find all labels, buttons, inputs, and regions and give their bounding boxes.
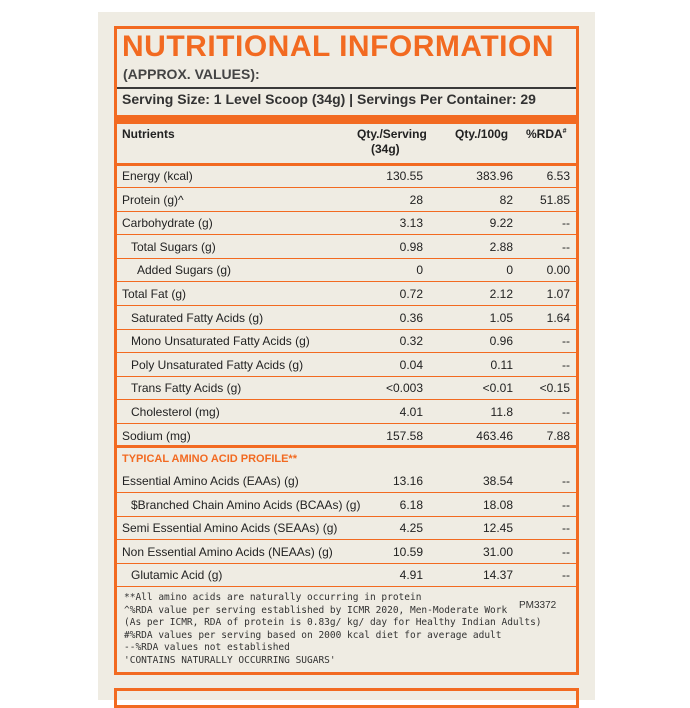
nutrient-name: Energy (kcal) — [122, 169, 193, 183]
rda-value: 6.53 — [546, 169, 570, 183]
orange-divider — [117, 115, 576, 124]
table-row — [117, 307, 576, 330]
per-serving-value: 0.04 — [399, 357, 423, 372]
per-serving-value: 130.55 — [386, 169, 423, 183]
per-serving-value: 3.13 — [399, 216, 423, 231]
per-serving-value: 6.18 — [399, 497, 423, 512]
per-serving-value: <0.003 — [385, 381, 423, 396]
rda-value: -- — [562, 497, 570, 512]
per-serving-value: 157.58 — [386, 428, 423, 443]
footnote: --%RDA values not established — [124, 642, 290, 653]
table-row — [117, 470, 576, 493]
rda-value: -- — [562, 521, 570, 536]
nutrient-name: Essential Amino Acids (EAAs) (g) — [122, 474, 299, 488]
table-row — [117, 212, 576, 235]
per-100g-value: 9.22 — [489, 216, 513, 231]
amino-section-title: TYPICAL AMINO ACID PROFILE** — [122, 453, 297, 465]
rda-value: 1.64 — [546, 310, 570, 325]
per-serving-value: 0 — [416, 263, 423, 278]
table-row — [117, 494, 576, 517]
footnote: #%RDA values per serving based on 2000 kcal diet for average adult — [124, 629, 502, 641]
nutrient-name: Protein (g)^ — [122, 192, 184, 207]
nutrient-name: Total Fat (g) — [122, 287, 187, 301]
per-100g-value: 18.08 — [482, 497, 513, 512]
table-row — [117, 564, 576, 587]
per-serving-value: 13.16 — [392, 474, 423, 488]
rda-value: -- — [562, 568, 570, 583]
nutrient-name: Sodium (mg) — [122, 428, 191, 443]
rda-value: -- — [562, 334, 570, 349]
serving-size: Serving Size: 1 Level Scoop (34g) | Servings Per Container: 29 — [122, 91, 536, 107]
per-100g-value: 383.96 — [476, 169, 513, 183]
table-row — [117, 377, 576, 400]
nutrient-name: Poly Unsaturated Fatty Acids (g) — [131, 357, 304, 372]
per-100g-value: 0.11 — [490, 357, 513, 372]
table-row — [117, 401, 576, 424]
nutrient-name: $Branched Chain Amino Acids (BCAAs) (g) — [131, 497, 361, 512]
per-100g-value: <0.01 — [482, 381, 513, 396]
rda-value: -- — [562, 405, 570, 419]
per-100g-value: 0.96 — [489, 334, 513, 349]
table-row — [117, 283, 576, 306]
per-serving-value: 4.25 — [399, 521, 423, 536]
rda-value: -- — [562, 239, 570, 254]
nutrient-name: Added Sugars (g) — [137, 263, 232, 278]
table-row — [117, 425, 576, 448]
table-row — [117, 354, 576, 377]
rda-value: -- — [562, 544, 570, 559]
per-serving-value: 4.91 — [399, 568, 423, 583]
table-row — [117, 259, 576, 282]
table-row — [117, 517, 576, 540]
rda-value: -- — [562, 474, 570, 488]
table-row — [117, 236, 576, 259]
rda-value: 1.07 — [546, 287, 570, 301]
rda-value: 0.00 — [546, 263, 570, 278]
footnote: ^%RDA value per serving established by ICMR 2020, Men-Moderate Work — [124, 604, 508, 616]
nutrient-name: Trans Fatty Acids (g) — [131, 381, 242, 396]
table-row — [117, 541, 576, 564]
per-serving-value: 10.59 — [392, 544, 423, 559]
per-100g-value: 0 — [506, 263, 513, 278]
rda-value: 51.85 — [539, 192, 570, 207]
rda-value: -- — [562, 216, 570, 231]
page-subtitle: (APPROX. VALUES): — [123, 66, 260, 82]
header-nutrients: Nutrients — [122, 127, 175, 141]
header-per-serving: Qty./Serving — [357, 127, 427, 141]
per-100g-value: 82 — [499, 192, 513, 207]
per-100g-value: 2.12 — [489, 287, 513, 301]
per-100g-value: 463.46 — [476, 428, 513, 443]
header-rda: %RDA# — [526, 127, 567, 141]
per-100g-value: 11.8 — [490, 405, 513, 419]
next-section-frame — [114, 688, 579, 708]
nutrient-name: Cholesterol (mg) — [131, 405, 220, 419]
nutrient-name: Non Essential Amino Acids (NEAAs) (g) — [122, 544, 333, 559]
table-row — [117, 189, 576, 212]
per-100g-value: 2.88 — [489, 239, 513, 254]
footnotes — [124, 592, 542, 667]
per-100g-value: 14.37 — [482, 568, 513, 583]
footnote: (As per ICMR, RDA of protein is 0.83g/ kg/ day for Healthy Indian Adults) — [124, 617, 542, 628]
table-row — [117, 330, 576, 353]
rda-value: 7.88 — [546, 428, 570, 443]
nutrient-name: Carbohydrate (g) — [122, 216, 213, 231]
product-code: PM3372 — [519, 600, 557, 611]
rda-value: -- — [562, 357, 570, 372]
nutrient-name: Total Sugars (g) — [131, 239, 216, 254]
per-serving-value: 0.32 — [399, 334, 423, 349]
table-row — [117, 165, 576, 188]
per-100g-value: 38.54 — [482, 474, 513, 488]
nutrient-name: Semi Essential Amino Acids (SEAAs) (g) — [122, 521, 338, 536]
header-per-serving-size: (34g) — [371, 142, 400, 156]
page-title: NUTRITIONAL INFORMATION — [122, 30, 555, 63]
header-per-100g: Qty./100g — [455, 127, 509, 141]
nutrient-name: Mono Unsaturated Fatty Acids (g) — [131, 334, 310, 349]
per-serving-value: 28 — [409, 192, 423, 207]
per-serving-value: 4.01 — [399, 405, 423, 419]
per-100g-value: 12.45 — [482, 521, 513, 536]
nutrient-name: Saturated Fatty Acids (g) — [131, 310, 264, 325]
nutrient-name: Glutamic Acid (g) — [131, 568, 223, 583]
per-serving-value: 0.98 — [399, 239, 423, 254]
rda-value: <0.15 — [539, 381, 570, 396]
footnote: **All amino acids are naturally occurring in protein — [124, 592, 422, 603]
per-serving-value: 0.72 — [399, 287, 423, 301]
per-100g-value: 31.00 — [482, 544, 513, 559]
per-100g-value: 1.05 — [489, 310, 513, 325]
per-serving-value: 0.36 — [399, 310, 423, 325]
divider — [117, 87, 576, 89]
footnote: 'CONTAINS NATURALLY OCCURRING SUGARS' — [124, 654, 336, 666]
